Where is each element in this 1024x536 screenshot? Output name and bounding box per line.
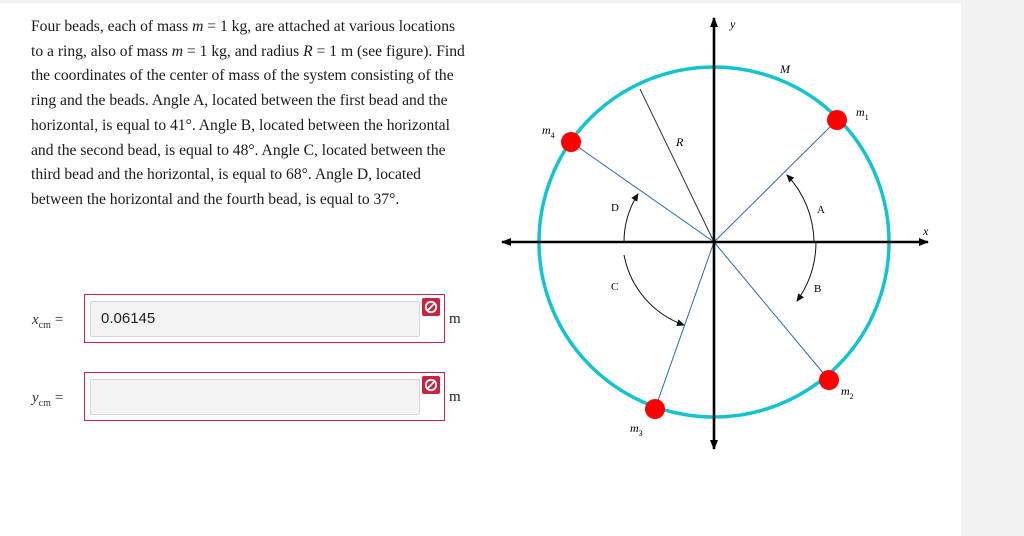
bead-label-m4: $m_4$ (542, 123, 555, 140)
ring-mass-label: M (780, 62, 790, 76)
x-cm-label: $x_{cm}$ = (32, 312, 64, 331)
y-cm-input[interactable] (90, 379, 420, 415)
axis-label-x: x (923, 224, 929, 238)
angle-label-a: A (817, 204, 825, 216)
x-cm-field (84, 294, 445, 343)
y-cm-answer-row (0, 370, 480, 422)
spoke-m1 (714, 120, 837, 242)
angle-label-c: C (611, 281, 619, 293)
problem-text-4: = 1 m (see figure). Find the coordinates of the center of mass of the system consisting of the ring and the beads. Angle A, located between the first bead and the horizontal, is equal to 41°. Angle B, located between the horizontal and the second bead, is equal to 48°. Angle C, located between the third bead and the horizontal, is equal to 68°. Angle D, located between the horizontal and the fourth bead, is equal to 37°. (31, 42, 465, 208)
y-cm-label: $y_{cm}$ = (32, 390, 64, 409)
error-icon (422, 298, 440, 316)
bead-m2 (819, 370, 839, 390)
y-cm-field (84, 372, 445, 421)
angle-label-b: B (814, 283, 822, 295)
question-card (0, 3, 961, 536)
mass-symbol-2: m (171, 42, 184, 60)
radius-line (640, 89, 714, 242)
bead-m4 (561, 132, 581, 152)
spoke-m4 (571, 142, 714, 242)
x-cm-unit: m (449, 311, 461, 327)
error-icon (422, 376, 440, 394)
x-cm-answer-row (0, 292, 480, 344)
problem-text-1: Four beads, each of mass (31, 18, 193, 35)
problem-text-2: = 1 kg, are attached at various locations to a ring, also of mass (31, 18, 456, 60)
radius-symbol: R (303, 42, 313, 60)
bead-m1 (827, 110, 847, 130)
angle-c-arc (624, 255, 684, 325)
bead-label-m2: $m_2$ (841, 384, 854, 401)
bead-label-m1: $m_1$ (856, 105, 869, 122)
radius-label: R (676, 135, 684, 149)
y-cm-unit: m (449, 389, 461, 405)
axis-label-y: y (730, 17, 736, 31)
angle-d-arc (624, 194, 638, 242)
bead-label-m3: $m_3$ (630, 421, 643, 438)
bead-m3 (645, 399, 665, 419)
angle-label-d: D (611, 202, 619, 214)
problem-text-3: = 1 kg, and radius (183, 42, 304, 60)
x-cm-input[interactable]: 0.06145 (90, 301, 420, 337)
spoke-m2 (714, 242, 829, 380)
mass-symbol: m (192, 18, 204, 35)
ring-beads-figure (498, 13, 938, 453)
spoke-m3 (655, 242, 714, 409)
problem-statement (31, 15, 471, 213)
angle-a-arc (787, 175, 814, 242)
